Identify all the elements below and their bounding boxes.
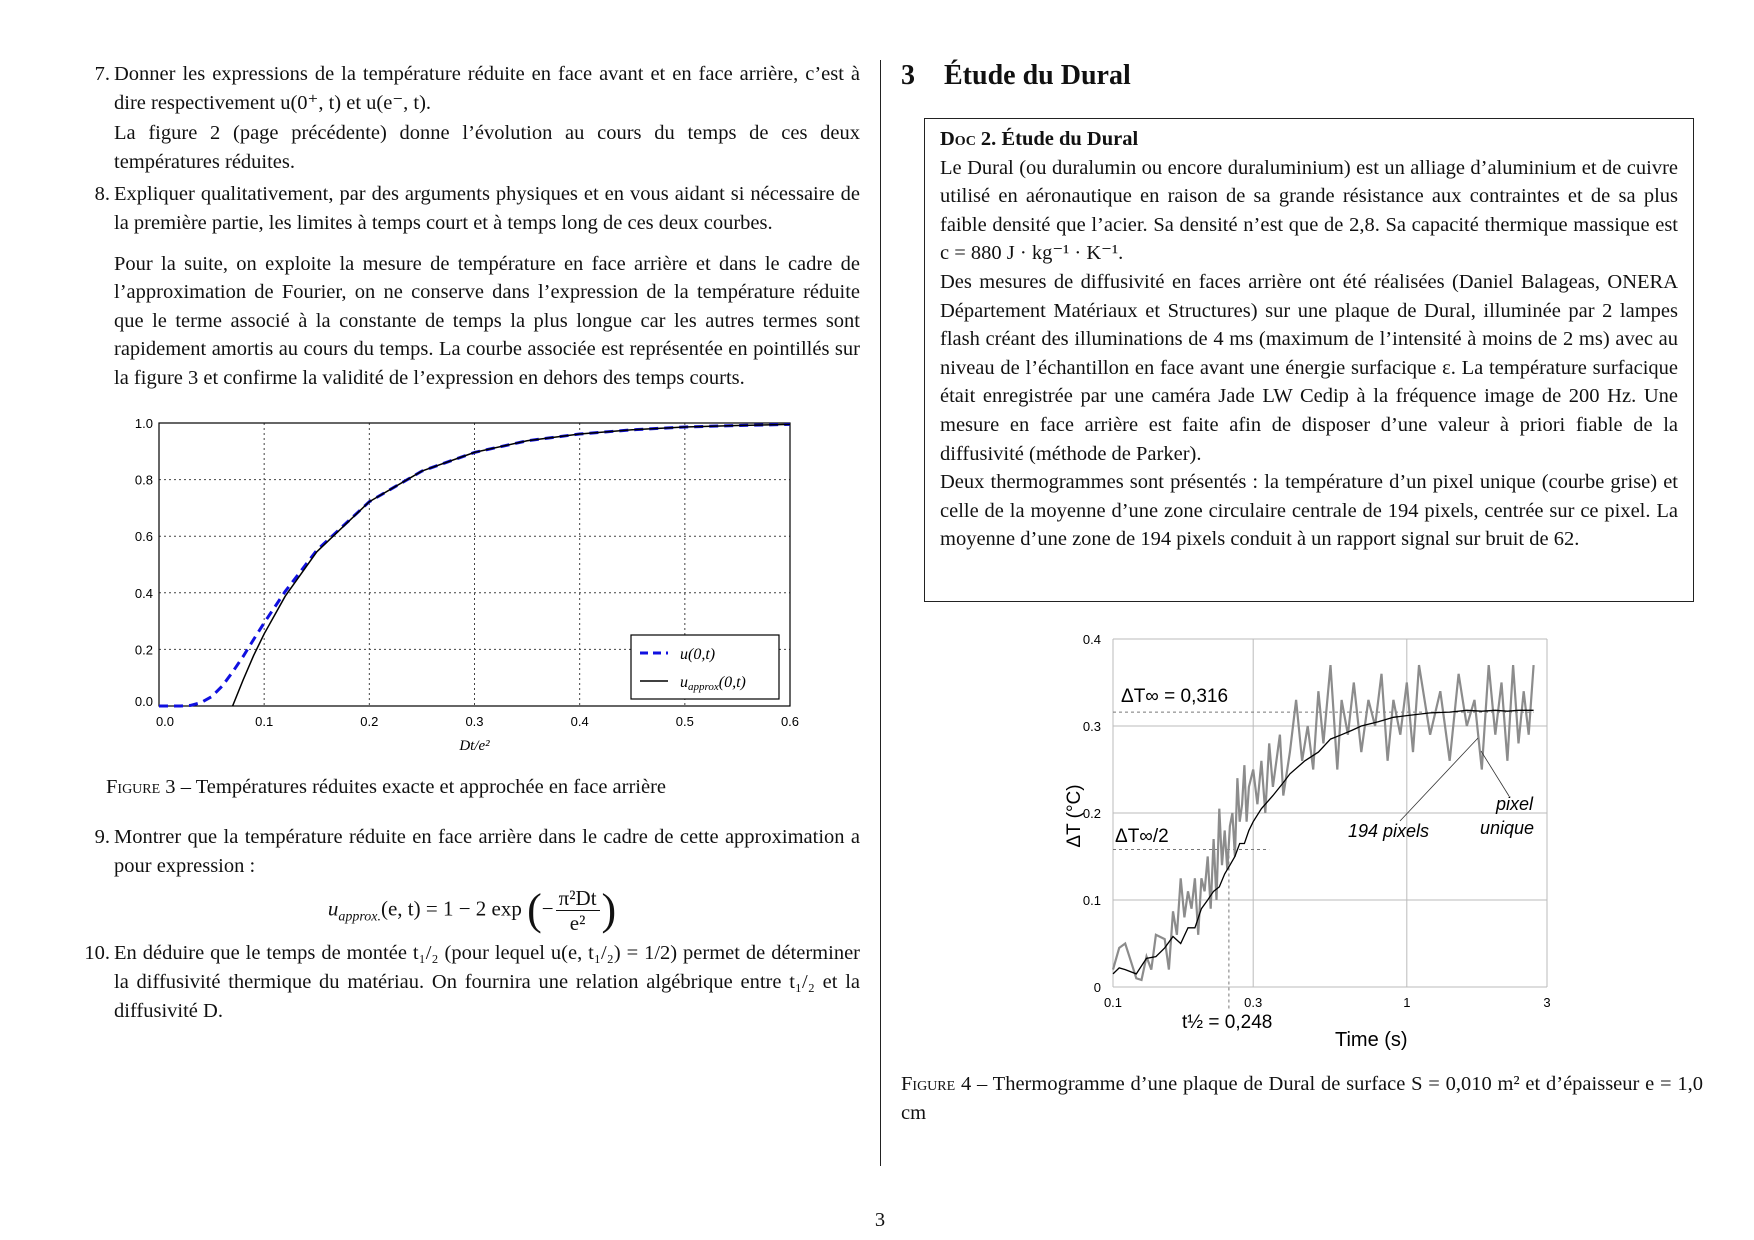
section-heading [901,58,1703,94]
doc-title [940,125,1678,154]
caption-text: – Thermogramme d’une plaque de Dural de surface S = 0,010 m² et d’épaisseur e = 1,0 cm [901,1073,1703,1124]
section-number: 3 [901,60,915,91]
question-text: Donner les expressions de la température réduite en face avant et en face arrière, c’est à dire respectivement u(0⁺, t) et u(e⁻, t). [114,63,860,114]
approx-equation: $u_{approx.}(e$, t) = 1 − 2 exp (− $\frac{\text{π²Dt}}{\text{e²}}$ ) [327,885,617,936]
y-tick-label: 0.4 [1082,632,1101,647]
x-tick-label: 0.5 [675,713,694,729]
eq-fraction [556,886,600,935]
question-number: 9. [94,826,110,849]
question-note: La figure 2 (page précédente) donne l’évolution au cours du temps de ces deux températures réduites. [114,122,860,173]
question-number: 7. [94,63,110,85]
y-tick-label: 0.1 [1082,893,1101,908]
figure-3-chart [110,411,810,761]
caption-text: – Températures réduites exacte et approchée en face arrière [175,775,667,798]
label-unique: unique [1480,818,1535,838]
x-tick-label: 0.1 [255,713,274,729]
doc-label: Doc 2. [940,128,997,150]
eq-denominator: e² [569,911,586,936]
annotation-dT-half: ΔT∞/2 [1115,826,1169,847]
section-title: Étude du Dural [944,60,1131,91]
y-tick-label: 0 [1093,980,1101,995]
figure-label: Figure 4 [901,1073,972,1095]
left-column [84,60,860,1025]
doc-paragraph-3: Deux thermogrammes sont présentés : la température d’un pixel unique (courbe grise) et celle de la moyenne d’une zone circulaire centrale de 194 pixels, centrée sur ce pixel. La moyenne d’une zone de 194 pixels conduit à un rapport signal sur bruit de 62. [940,471,1678,551]
question-text: En déduire que le temps de montée t₁/₂ (pour lequel u(e, t₁/₂) = 1/2) permet de déterminer la diffusivité thermique du matériau. On fournira une relation algébrique entre t₁/₂ et la diffusivité D. [114,942,860,1022]
column-divider [880,60,881,1166]
x-tick-label: 3 [1543,995,1551,1010]
legend-label-u-approx: uapprox(0,t) [680,673,746,693]
figure-label: Figure 3 [106,775,176,798]
x-tick-label: 1 [1403,995,1411,1010]
label-pixel: pixel [1496,794,1534,814]
label-194-pixels: 194 pixels [1348,821,1430,841]
question-number: 10. [84,942,110,965]
x-axis-label: Dt/e² [459,737,490,754]
y-tick-label: 0.8 [134,472,153,488]
y-tick-label: 1.0 [134,415,153,431]
annotation-dT-inf: ΔT∞ = 0,316 [1121,686,1229,707]
eq-numerator: π²Dt [556,886,600,911]
eq-subscript: approx. [338,909,381,925]
question-text: Montrer que la température réduite en face arrière dans le cadre de cette approximation a pour expression : [114,826,860,877]
doc-2-box [924,118,1694,602]
y-tick-label: 0.6 [134,528,153,544]
question-10 [84,939,860,1025]
eq-minus: − [541,896,554,921]
x-tick-label: 0.6 [780,713,800,729]
right-column [901,58,1703,1127]
question-9 [84,823,860,880]
figure-4-caption [901,1070,1703,1127]
doc-paragraph-1: Le Dural (ou duralumin ou encore duraluminium) est un alliage d’aluminium et de cuivre utilisé en aéronautique en raison de sa grande résistance aux contraintes et de sa plus faible densité que l’acier. Sa densité n’est que de 2,8. Sa capacité thermique massique est c = 880 J · kg⁻¹ · K⁻¹. [940,156,1678,265]
pointer-194-pixels [1400,738,1478,821]
question-7 [84,60,860,176]
pointer-pixel-unique [1481,751,1509,796]
x-tick-label: 0.1 [1103,995,1123,1010]
question-text: Expliquer qualitativement, par des arguments physiques et en vous aidant si nécessaire de la première partie, les limites à temps court et à temps long de ces deux courbes. [114,183,860,234]
x-axis-label: Time (s) [1335,1029,1408,1051]
page-number: 3 [874,1209,886,1231]
y-axis-label: ΔT (°C) [1064,784,1085,848]
y-tick-label: 0.4 [134,585,153,601]
question-8 [84,180,860,237]
legend-label-u: u(0,t) [680,645,716,663]
annotation-t-half: t½ = 0,248 [1182,1012,1273,1033]
x-tick-label: 0.0 [155,713,175,729]
doc-paragraph-2: Des mesures de diffusivité en faces arrière ont été réalisées (Daniel Balageas, ONERA Département Matériaux et Structures) sur une plaque de Dural, illuminée par 2 lampes flash créant des illuminations de 4 ms (maximum de l’intensité à moins de 2 ms) avec au niveau de l’échantillon en face avant une énergie surfacique ε. La température surfacique était enregistrée par une caméra Jade LW Cedip à la fréquence image de 200 Hz. Une mesure en face arrière est faite afin de disposer d’une valeur à priori fiable de la diffusivité (méthode de Parker). [940,270,1678,465]
question-number: 8. [94,183,110,206]
x-tick-label: 0.3 [1244,995,1263,1010]
x-tick-label: 0.2 [360,713,379,729]
x-tick-label: 0.3 [465,713,484,729]
figure-3-caption [106,773,860,802]
y-tick-label: 0.3 [1082,719,1101,734]
y-tick-label: 0.2 [1082,806,1101,821]
y-tick-label: 0.2 [134,641,153,657]
figure-4-chart [1060,626,1620,1056]
eq-lhs: u [327,896,339,921]
eq-rhs: (e, t) = 1 − 2 exp [380,896,522,921]
y-tick-label: 0.0 [134,693,153,709]
body-paragraph: Pour la suite, on exploite la mesure de température en face arrière et dans le cadre de l’approximation de Fourier, on ne conserve dans l’expression de la température réduite que le terme associé à la constante de temps la plus longue car les autres termes sont rapidement amortis au cours du temps. La courbe associée est représentée en pointillés sur la figure 3 et confirme la validité de l’expression en dehors des temps courts. [114,252,860,389]
doc-title-text: Étude du Dural [996,128,1139,150]
x-tick-label: 0.4 [570,713,589,729]
